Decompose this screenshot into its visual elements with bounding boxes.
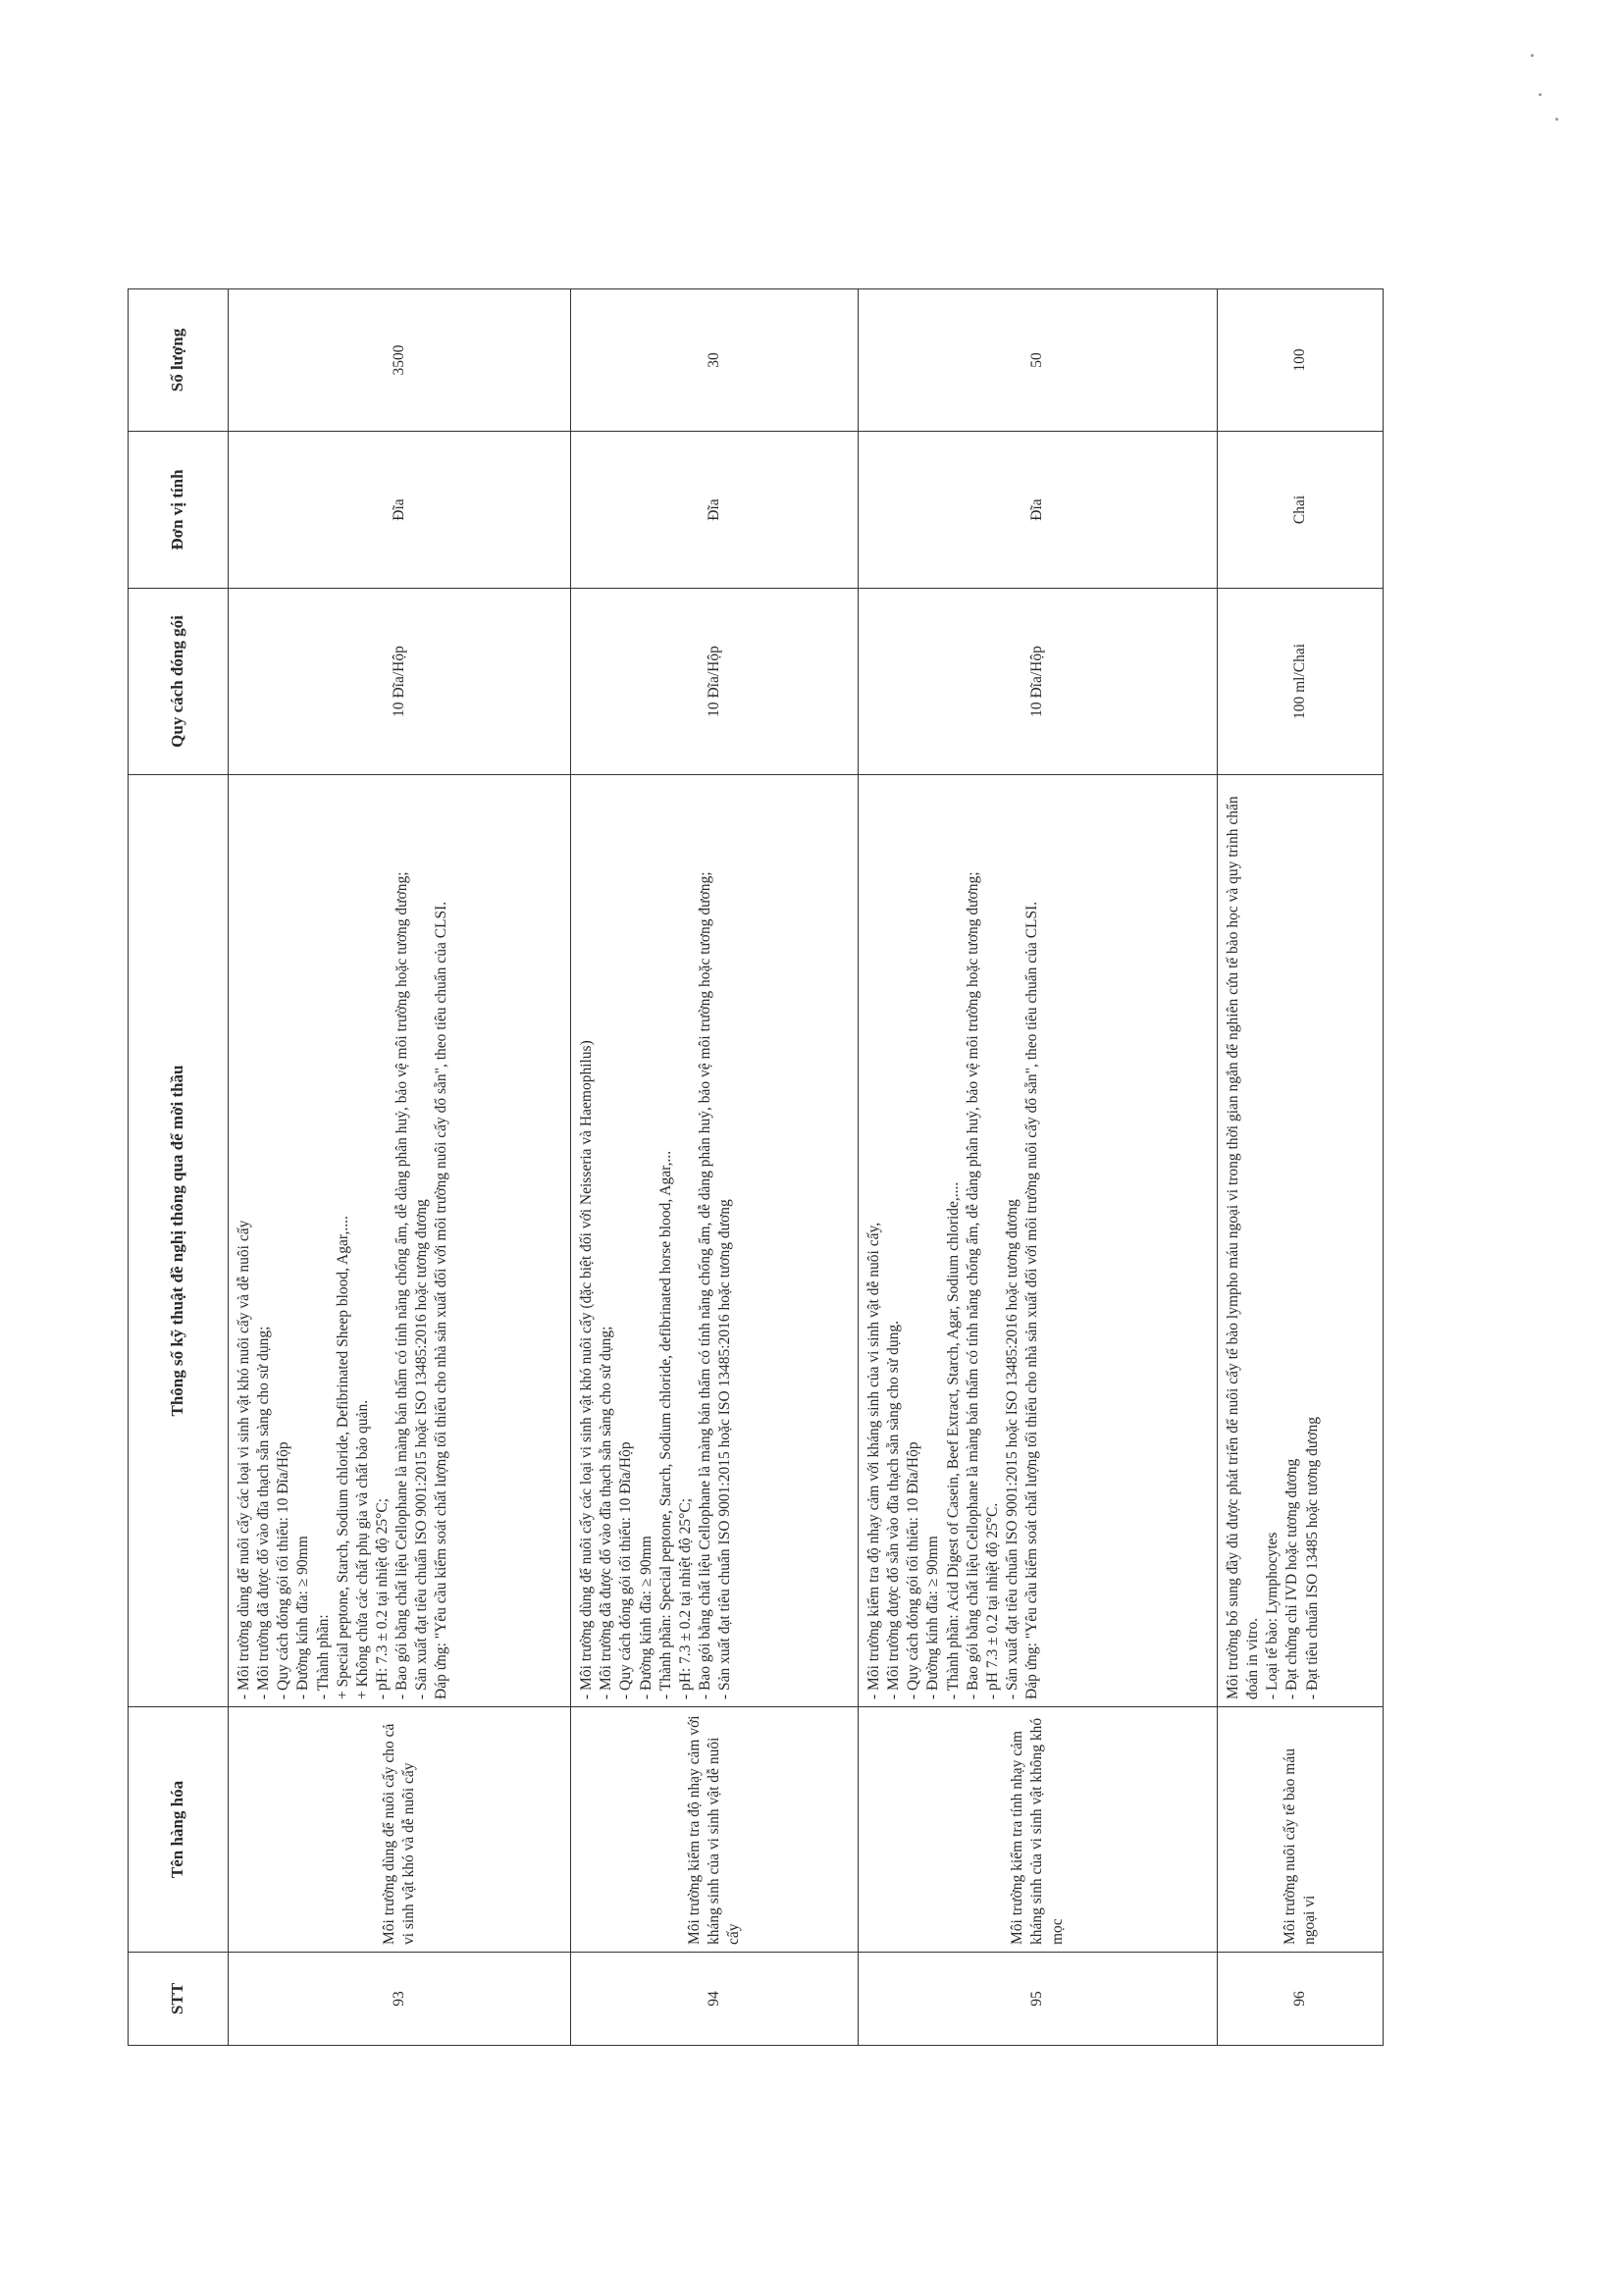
table-row: [858, 289, 1217, 2046]
spec-line: - Quy cách đóng gói tối thiểu: 10 Đĩa/Hộp: [617, 1441, 635, 1699]
row-qty: 3500: [229, 289, 571, 432]
table-header-row: [129, 289, 229, 2046]
spec-line: - Loại tế bào: Lymphocytes: [1264, 1532, 1282, 1699]
spec-line: - Quy cách đóng gói tối thiểu: 10 Đĩa/Hộp: [275, 1441, 292, 1699]
spec-line: - Môi trường đã được đổ vào đĩa thạch sẵn sàng cho sử dụng;: [255, 1326, 273, 1699]
row-name: Môi trường dùng để nuôi cấy cho cả vi sinh vật khó và dễ nuôi cấy: [229, 1707, 571, 1953]
spec-line: + Không chứa các chất phụ gia và chất bảo quản.: [353, 1399, 371, 1699]
spec-line: - Quy cách đóng gói tối thiểu: 10 Đĩa/Hộp: [905, 1441, 922, 1699]
header-qty: Số lượng: [129, 289, 229, 432]
header-pack: Quy cách đóng gói: [129, 589, 229, 775]
row-pack: 10 Đĩa/Hộp: [571, 589, 859, 775]
row-qty: 30: [571, 289, 859, 432]
spec-line: - Thành phần:: [314, 1614, 332, 1699]
row-unit: Đĩa: [229, 432, 571, 589]
table-row: [1218, 289, 1384, 2046]
spec-line: - Bao gói bằng chất liệu Cellophane là màng bán thấm có tính năng chống ẩm, dễ dàng phân huỷ, bảo vệ môi trường hoặc tương đương;: [964, 871, 981, 1699]
row-stt: 94: [571, 1953, 859, 2046]
row-unit: Chai: [1218, 432, 1384, 589]
row-qty: 50: [858, 289, 1217, 432]
row-spec: [229, 775, 571, 1707]
spec-line: - Thành phần: Acid Digest of Casein, Beef Extract, Starch, Agar, Sodium chloride,....: [944, 1181, 962, 1699]
row-unit: Đĩa: [571, 432, 859, 589]
spec-line: - Môi trường dùng để nuôi cấy các loại vi sinh vật khó nuôi cấy và dễ nuôi cấy: [236, 1220, 252, 1699]
spec-line: - Đạt tiêu chuẩn ISO 13485 hoặc tương đương: [1303, 1416, 1321, 1699]
row-name: Môi trường nuôi cấy tế bào máu ngoại vi: [1218, 1707, 1384, 1953]
header-spec: Thông số kỹ thuật đề nghị thông qua để mời thầu: [129, 775, 229, 1707]
spec-line: - Môi trường đã được đổ vào đĩa thạch sẵn sàng cho sử dụng;: [598, 1326, 615, 1699]
document-table-rotated: [128, 289, 1384, 2046]
row-stt: 93: [229, 1953, 571, 2046]
spec-line: - Đường kính đĩa: ≥ 90mm: [637, 1536, 654, 1699]
spec-line: Đáp ứng: "Yêu cầu kiểm soát chất lượng tối thiểu cho nhà sản xuất đối với môi trường nuôi cấy đổ sẵn", theo tiêu chuẩn của CLSI.: [433, 901, 450, 1699]
table-row: [571, 289, 859, 2046]
spec-line: - pH 7.3 ± 0.2 tại nhiệt độ 25°C.: [983, 1502, 1001, 1699]
spec-line: Đáp ứng: "Yêu cầu kiểm soát chất lượng tối thiểu cho nhà sản xuất đối với môi trường nuôi cấy đổ sẵn", theo tiêu chuẩn của CLSI.: [1023, 901, 1041, 1699]
header-name: Tên hàng hóa: [129, 1707, 229, 1953]
spec-line: - pH: 7.3 ± 0.2 tại nhiệt độ 25°C;: [373, 1498, 391, 1699]
spec-line: - Sản xuất đạt tiêu chuẩn ISO 9001:2015 hoặc ISO 13485:2016 hoặc tương đương: [716, 1199, 734, 1699]
spec-line: - Sản xuất đạt tiêu chuẩn ISO 9001:2015 hoặc ISO 13485:2016 hoặc tương đương: [413, 1199, 431, 1699]
spec-line: Môi trường bổ sung đầy đủ được phát triển để nuôi cấy tế bào lympho máu ngoại vi trong thời gian ngắn để nghiên cứu tế bào học và quy trình chẩn đoán in vitro.: [1225, 796, 1262, 1699]
scan-speck: [1539, 93, 1542, 96]
spec-line: - Môi trường được đổ sẵn vào đĩa thạch sẵn sàng cho sử dụng.: [885, 1321, 903, 1699]
row-stt: 96: [1218, 1953, 1384, 2046]
row-pack: 10 Đĩa/Hộp: [858, 589, 1217, 775]
row-stt: 95: [858, 1953, 1217, 2046]
row-spec: [1218, 775, 1384, 1707]
row-spec: [571, 775, 859, 1707]
spec-line: - Đạt chứng chỉ IVD hoặc tương đương: [1283, 1458, 1301, 1699]
spec-line: - Bao gói bằng chất liệu Cellophane là màng bán thấm có tính năng chống ẩm, dễ dàng phân huỷ, bảo vệ môi trường hoặc tương đương;: [393, 871, 411, 1699]
procurement-spec-table: [128, 288, 1384, 2046]
header-stt: STT: [129, 1953, 229, 2046]
spec-line: - pH: 7.3 ± 0.2 tại nhiệt độ 25°C;: [676, 1498, 694, 1699]
spec-line: - Đường kính đĩa: ≥ 90mm: [294, 1536, 312, 1699]
table-row: [229, 289, 571, 2046]
header-unit: Đơn vị tính: [129, 432, 229, 589]
spec-line: + Special peptone, Starch, Sodium chloride, Defibrinated Sheep blood, Agar,....: [334, 1216, 351, 1699]
scan-speck: [1531, 54, 1534, 57]
spec-line: - Đường kính đĩa: ≥ 90mm: [924, 1536, 942, 1699]
spec-line: - Sản xuất đạt tiêu chuẩn ISO 9001:2015 hoặc ISO 13485:2016 hoặc tương đương: [1003, 1199, 1021, 1699]
row-spec: [858, 775, 1217, 1707]
spec-line: - Bao gói bằng chất liệu Cellophane là màng bán thấm có tính năng chống ẩm, dễ dàng phân huỷ, bảo vệ môi trường hoặc tương đương;: [697, 871, 713, 1699]
spec-line: - Thành phần: Special peptone, Starch, Sodium chloride, defibrinated horse blood, Agar,...: [656, 1150, 674, 1699]
row-name: Môi trường kiểm tra độ nhạy cảm với kháng sinh của vi sinh vật dễ nuôi cấy: [571, 1707, 859, 1953]
row-unit: Đĩa: [858, 432, 1217, 589]
row-qty: 100: [1218, 289, 1384, 432]
spec-line: - Môi trường dùng để nuôi cấy các loại vi sinh vật khó nuôi cấy (đặc biệt đối với Neisseria và Haemophilus): [578, 1040, 596, 1699]
row-pack: 100 ml/Chai: [1218, 589, 1384, 775]
row-pack: 10 Đĩa/Hộp: [229, 589, 571, 775]
row-name: Môi trường kiểm tra tính nhạy cảm kháng sinh của vi sinh vật không khó mọc: [858, 1707, 1217, 1953]
spec-line: - Môi trường kiểm tra độ nhạy cảm với kháng sinh của vi sinh vật dễ nuôi cấy,: [864, 1222, 882, 1699]
scan-speck: [1555, 118, 1558, 121]
